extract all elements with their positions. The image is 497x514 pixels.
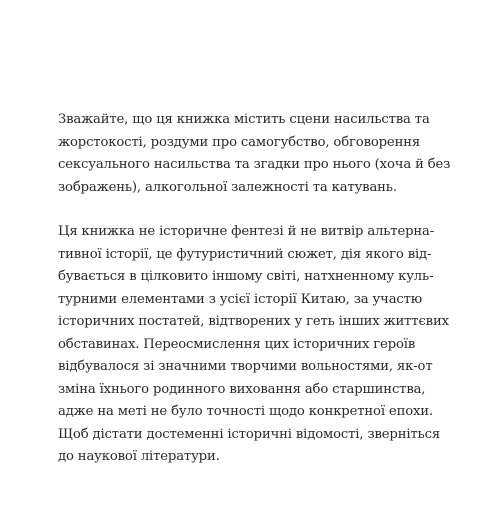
text-line: обставинах. Переосмислення цих історичних героїв: [58, 336, 416, 352]
text-line: бувається в цілковито іншому світі, натхненному куль-: [58, 269, 434, 284]
text-line: Ця книжка не історичне фентезі й не витвір альтерна-: [58, 224, 435, 239]
disclaimer-paragraph: [58, 221, 458, 469]
text-line: історичних постатей, відтворених у геть інших життєвих: [58, 314, 449, 329]
text-line: адже на меті не було точності щодо конкретної епохи.: [58, 404, 433, 419]
text-line: зображень), алкогольної залежності та катувань.: [58, 179, 397, 195]
text-line: відбувалося зі значними творчими вольностями, як-от: [58, 359, 433, 374]
text-line: тивної історії, це футуристичний сюжет, дія якого від-: [58, 246, 432, 262]
text-line: турними елементами з усієї історії Китаю, за участю: [58, 291, 423, 307]
text-line: зміна їхнього родинного виховання або старшинства,: [58, 381, 426, 397]
text-line: Щоб дістати достеменні історичні відомості, зверніться: [58, 426, 440, 442]
text-line: сексуального насильства та згадки про нього (хоча й без: [58, 157, 451, 172]
text-line: до наукової літератури.: [58, 449, 220, 464]
content-warning-paragraph: [58, 109, 458, 199]
text-line: Зважайте, що ця книжка містить сцени насильства та: [58, 112, 430, 127]
text-line: жорстокості, роздуми про самогубство, обговорення: [58, 134, 421, 150]
